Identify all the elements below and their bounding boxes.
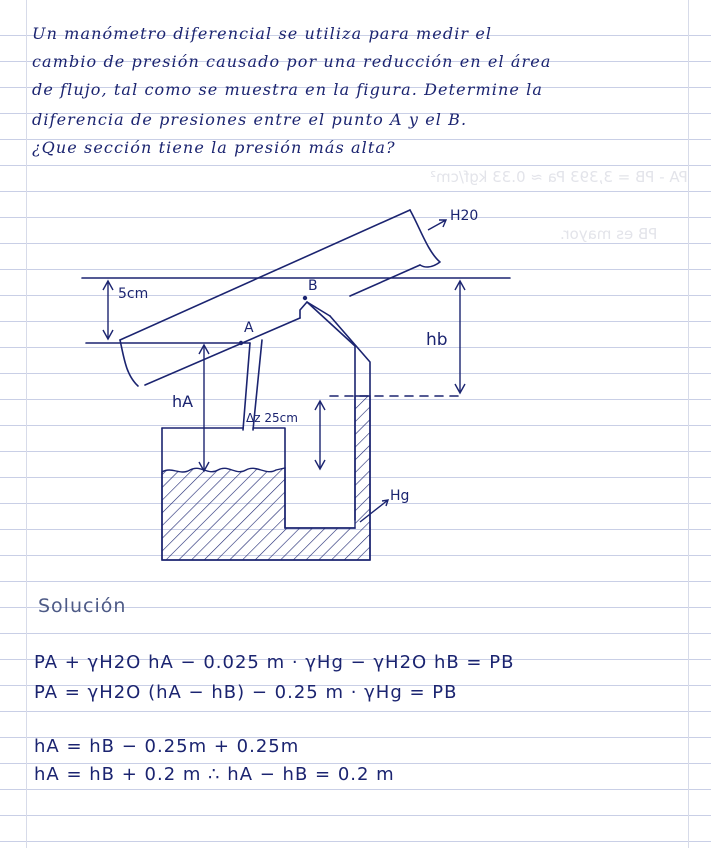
label-b: B bbox=[308, 278, 318, 294]
label-hb: hb bbox=[426, 330, 448, 350]
bleed-through-line: PB es mayor. bbox=[560, 225, 658, 243]
problem-line-5: ¿Que sección tiene la presión más alta? bbox=[32, 138, 396, 157]
label-hg: Hg bbox=[390, 488, 410, 504]
tube-b-inner bbox=[307, 302, 355, 520]
problem-line-3: de flujo, tal como se muestra en la figura. Determine la bbox=[32, 80, 543, 99]
equation-2: PA = γH2O (hA − hB) − 0.25 m · γHg = PB bbox=[34, 682, 458, 703]
pipe-upper-wall bbox=[120, 210, 410, 340]
problem-line-2: cambio de presión causado por una reducción en el área bbox=[32, 52, 552, 71]
label-a: A bbox=[244, 320, 254, 336]
label-ha: hA bbox=[172, 392, 194, 411]
label-5cm: 5cm bbox=[118, 286, 149, 302]
problem-line-1: Un manómetro diferencial se utiliza para medir el bbox=[32, 24, 493, 43]
pipe-lower-wall-right bbox=[350, 265, 420, 296]
pipe-end-right bbox=[410, 210, 440, 267]
equation-3: hA = hB − 0.25m + 0.25m bbox=[34, 736, 300, 757]
label-delta-z: Δz 25cm bbox=[246, 411, 298, 425]
solution-heading: Solución bbox=[38, 595, 127, 617]
pipe-end-left bbox=[120, 340, 138, 386]
point-a-dot bbox=[239, 341, 243, 345]
problem-line-4: diferencia de presiones entre el punto A y el B. bbox=[32, 110, 468, 129]
equation-1: PA + γH2O hA − 0.025 m · γHg − γH2O hB = PB bbox=[34, 652, 515, 673]
arrow-h2o bbox=[428, 220, 446, 230]
pipe-lower-wall-left bbox=[145, 318, 300, 385]
equation-4: hA = hB + 0.2 m ∴ hA − hB = 0.2 m bbox=[34, 764, 395, 785]
label-h2o: H20 bbox=[450, 208, 479, 224]
point-b-dot bbox=[303, 296, 307, 300]
bleed-through-line: PA - PB = 3,393 Pa ≈ 0.33 kgf/cm² bbox=[430, 168, 688, 186]
